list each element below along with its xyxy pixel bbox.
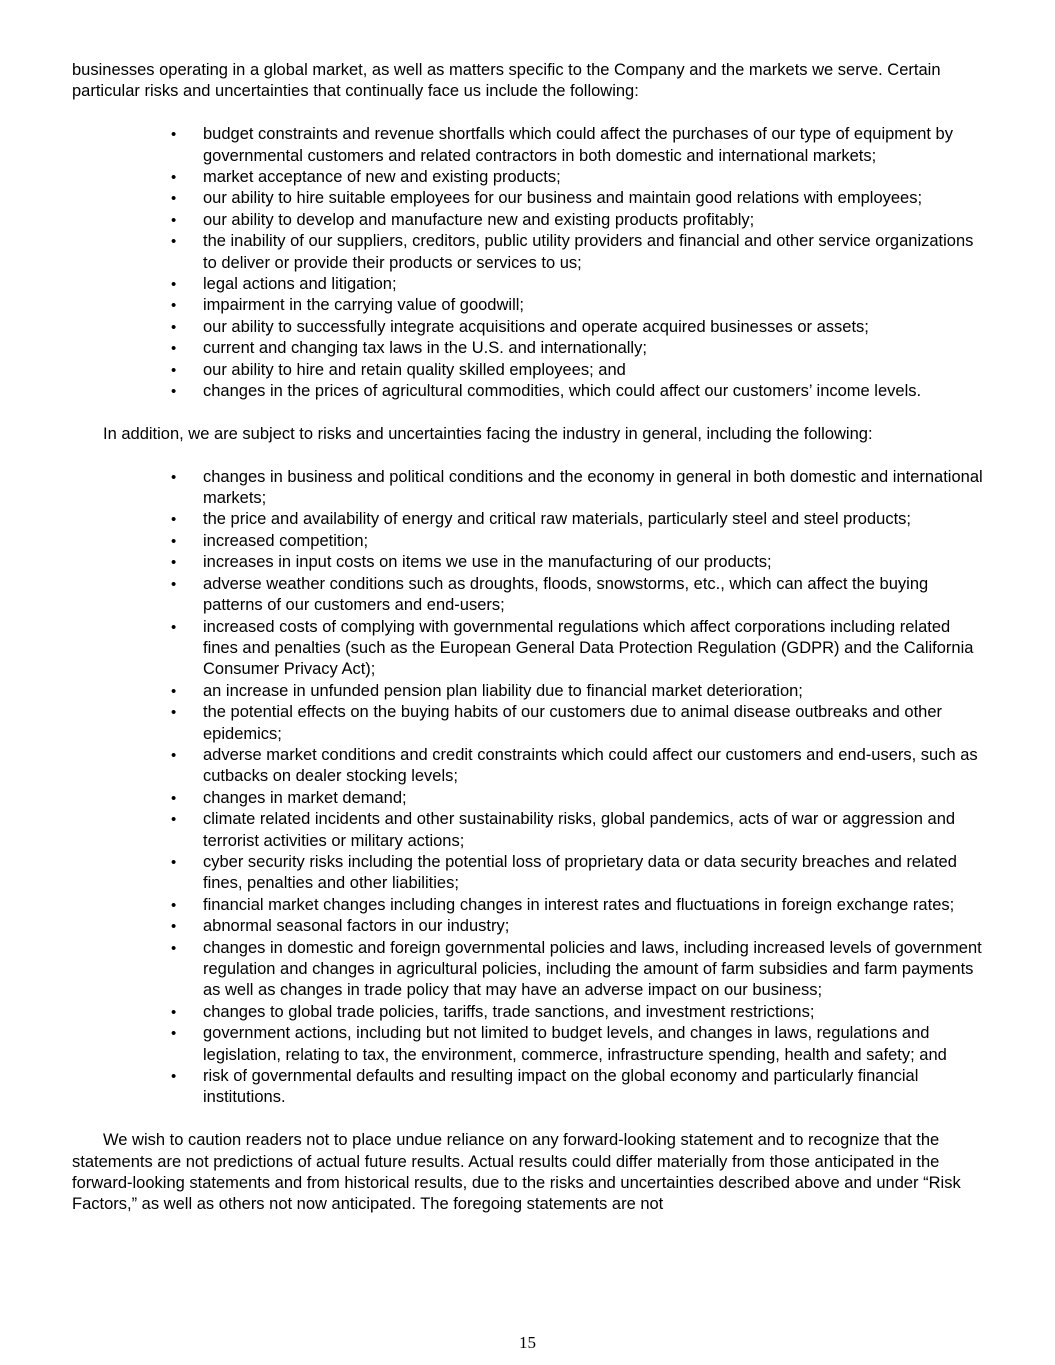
bullet-icon: • <box>171 811 177 829</box>
bullet-icon: • <box>171 318 177 336</box>
bullet-icon: • <box>171 939 177 957</box>
list-item-text: our ability to develop and manufacture new and existing products profitably; <box>203 210 755 229</box>
list-item-text: budget constraints and revenue shortfalls which could affect the purchases of our type of equipment by governmental customers and related contractors in both domestic and international markets; <box>203 125 953 165</box>
list-item-text: changes in market demand; <box>203 788 407 807</box>
bullet-icon: • <box>171 1003 177 1021</box>
closing-paragraph: We wish to caution readers not to place undue reliance on any forward-looking statement and to recognize that the statements are not predictions of actual future results. Actual results could differ materially from those anticipated in the forward-looking statements and from historical results, due to the risks and uncertainties described above and under “Risk Factors,” as well as others not now anticipated. The foregoing statements are not <box>72 1131 961 1214</box>
list-item <box>72 531 985 552</box>
list-item <box>72 1023 985 1066</box>
bullet-icon: • <box>171 918 177 936</box>
list-item-text: the potential effects on the buying habits of our customers due to animal disease outbreaks and other epidemics; <box>203 703 942 743</box>
bullet-icon: • <box>171 682 177 700</box>
company-risk-list <box>72 124 985 402</box>
list-item-text: financial market changes including changes in interest rates and fluctuations in foreign exchange rates; <box>203 895 955 914</box>
bullet-icon: • <box>171 383 177 401</box>
list-item <box>72 231 985 274</box>
list-item <box>72 274 985 295</box>
bullet-icon: • <box>171 190 177 208</box>
bullet-icon: • <box>171 618 177 636</box>
bullet-icon: • <box>171 211 177 229</box>
list-item <box>72 852 985 895</box>
list-item-text: current and changing tax laws in the U.S. and internationally; <box>203 339 647 358</box>
bullet-icon: • <box>171 746 177 764</box>
bullet-icon: • <box>171 575 177 593</box>
list-item-text: our ability to successfully integrate acquisitions and operate acquired businesses or assets; <box>203 317 869 336</box>
list-item-text: government actions, including but not limited to budget levels, and changes in laws, regulations and legislation, relating to tax, the environment, commerce, infrastructure spending, health and safety; and <box>203 1024 947 1064</box>
list-item <box>72 360 985 381</box>
list-item-text: an increase in unfunded pension plan liability due to financial market deterioration; <box>203 681 803 700</box>
list-item-text: legal actions and litigation; <box>203 275 397 294</box>
list-item-text: climate related incidents and other sustainability risks, global pandemics, acts of war or aggression and terrorist activities or military actions; <box>203 810 956 850</box>
list-item-text: adverse market conditions and credit constraints which could affect our customers and end-users, such as cutbacks on dealer stocking levels; <box>203 745 978 786</box>
bullet-icon: • <box>171 340 177 358</box>
list-item-text: the inability of our suppliers, creditors, public utility providers and financial and other service organizations to deliver or provide their products or services to us; <box>203 232 974 272</box>
list-item-text: changes in business and political conditions and the economy in general in both domestic and international markets; <box>203 467 983 508</box>
list-item <box>72 467 985 510</box>
list-item <box>72 338 985 359</box>
list-item-text: our ability to hire suitable employees for our business and maintain good relations with employees; <box>203 189 923 208</box>
list-item <box>72 1002 985 1023</box>
opening-paragraph: businesses operating in a global market, as well as matters specific to the Company and the markets we serve. Certain particular risks and uncertainties that continually face us include the following: <box>72 61 941 101</box>
list-item-text: increases in input costs on items we use in the manufacturing of our products; <box>203 553 772 572</box>
list-item-text: risk of governmental defaults and resulting impact on the global economy and particularly financial institutions. <box>203 1067 919 1107</box>
list-item-text: increased costs of complying with governmental regulations which affect corporations including related fines and penalties (such as the European General Data Protection Regulation (GDPR) and the California Consumer Privacy Act); <box>203 617 974 679</box>
list-item <box>72 1066 985 1109</box>
list-item <box>72 681 985 702</box>
list-item <box>72 809 985 852</box>
list-item <box>72 788 985 809</box>
list-item <box>72 295 985 316</box>
list-item-text: market acceptance of new and existing products; <box>203 168 561 187</box>
list-item-text: increased competition; <box>203 531 369 550</box>
list-item-text: changes to global trade policies, tariffs, trade sanctions, and investment restrictions; <box>203 1002 815 1021</box>
list-item-text: the price and availability of energy and critical raw materials, particularly steel and steel products; <box>203 510 912 529</box>
bullet-icon: • <box>171 554 177 572</box>
bullet-icon: • <box>171 233 177 251</box>
list-item <box>72 574 985 617</box>
bullet-icon: • <box>171 361 177 379</box>
list-item-text: abnormal seasonal factors in our industry; <box>203 917 510 936</box>
bullet-icon: • <box>171 1025 177 1043</box>
bullet-icon: • <box>171 169 177 187</box>
bullet-icon: • <box>171 532 177 550</box>
list-item-text: adverse weather conditions such as droughts, floods, snowstorms, etc., which can affect the buying patterns of our customers and end-users; <box>203 574 929 615</box>
page-number: 15 <box>519 1333 536 1352</box>
list-item-text: cyber security risks including the potential loss of proprietary data or data security breaches and related fines, penalties and other liabilities; <box>203 852 957 893</box>
list-item-text: changes in domestic and foreign governmental policies and laws, including increased levels of government regulation and changes in agricultural policies, including the amount of farm subsidies and farm payments as well as changes in trade policy that may have an adverse impact on our business; <box>203 938 982 1000</box>
list-item <box>72 702 985 745</box>
bullet-icon: • <box>171 511 177 529</box>
bullet-icon: • <box>171 1068 177 1086</box>
bullet-icon: • <box>171 896 177 914</box>
list-item <box>72 916 985 937</box>
list-item <box>72 167 985 188</box>
list-item <box>72 617 985 681</box>
list-item <box>72 317 985 338</box>
list-item <box>72 124 985 167</box>
list-item <box>72 895 985 916</box>
bullet-icon: • <box>171 468 177 486</box>
bullet-icon: • <box>171 126 177 144</box>
bullet-icon: • <box>171 704 177 722</box>
list-item-text: changes in the prices of agricultural commodities, which could affect our customers’ income levels. <box>203 382 922 401</box>
list-item <box>72 210 985 231</box>
list-item <box>72 938 985 1002</box>
bullet-icon: • <box>171 276 177 294</box>
industry-risk-list <box>72 467 985 1109</box>
list-item <box>72 745 985 788</box>
list-item-text: our ability to hire and retain quality skilled employees; and <box>203 360 626 379</box>
bullet-icon: • <box>171 297 177 315</box>
list-item <box>72 509 985 530</box>
list-item <box>72 381 985 402</box>
list-item <box>72 188 985 209</box>
industry-intro-paragraph: In addition, we are subject to risks and uncertainties facing the industry in general, including the following: <box>103 424 873 443</box>
bullet-icon: • <box>171 789 177 807</box>
list-item <box>72 552 985 573</box>
bullet-icon: • <box>171 853 177 871</box>
list-item-text: impairment in the carrying value of goodwill; <box>203 296 524 315</box>
